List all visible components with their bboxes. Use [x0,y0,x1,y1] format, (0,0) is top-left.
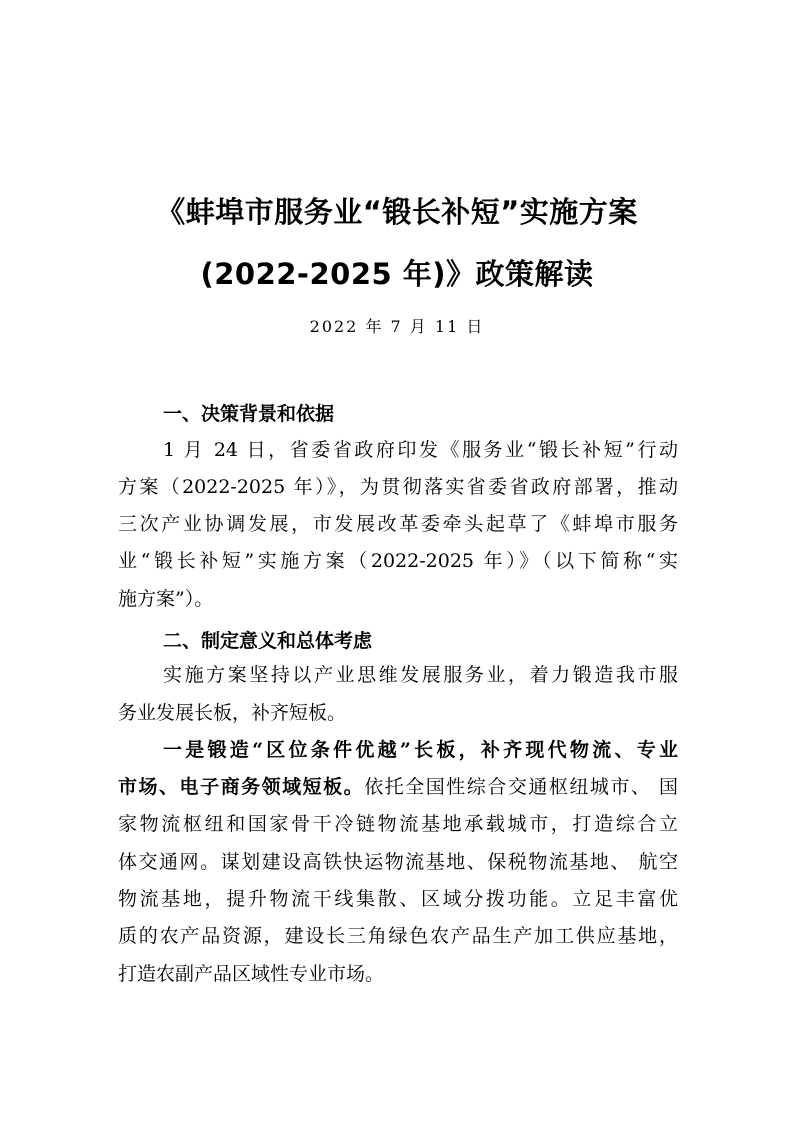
paragraph-line-mixed [118,775,678,799]
document-title-line-2: (2022-2025 年)》政策解读 [200,257,594,291]
paragraph-line: 三次产业协调发展，市发展改革委牵头起草了《蚌埠市服务 [118,513,678,535]
paragraph-line: 实施方案坚持以产业思维发展服务业，着力锻造我市服 [163,664,678,686]
paragraph-line: 体交通网。谋划建设高铁快运物流基地、保税物流基地、 航空 [118,851,678,873]
point-one-heading: 一是锻造“区位条件优越”长板，补齐现代物流、专业 [163,739,678,761]
point-one-heading-cont: 市场、电子商务领域短板。 [118,776,365,798]
point-one-text: 依托全国性综合交通枢纽城市、 国 [364,776,678,798]
paragraph-line: 方案（2022-2025 年）》，为贯彻落实省委省政府部署，推动 [118,476,678,498]
document-title-line-1: 《蚌埠市服务业“锻长补短”实施方案 [156,195,638,229]
paragraph-line: 物流基地，提升物流干线集散、区域分拨功能。立足丰富优 [118,888,678,910]
paragraph-line: 1 月 24 日，省委省政府印发《服务业“锻长补短”行动 [163,439,678,461]
paragraph-line: 家物流枢纽和国家骨干冷链物流基地承载城市，打造综合立 [118,813,678,835]
section-heading-background: 一、决策背景和依据 [163,403,335,425]
document-date: 2022 年 7 月 11 日 [309,317,485,336]
paragraph-line: 施方案”）。 [118,588,214,610]
paragraph-line: 质的农产品资源，建设长三角绿色农产品生产加工供应基地， [118,925,678,947]
paragraph-line: 打造农副产品区域性专业市场。 [118,963,385,985]
paragraph-line: 业“锻长补短”实施方案（2022-2025 年）》（以下简称“实 [118,550,678,572]
section-heading-significance: 二、制定意义和总体考虑 [163,630,373,652]
paragraph-line: 务业发展长板，补齐短板。 [118,702,347,724]
